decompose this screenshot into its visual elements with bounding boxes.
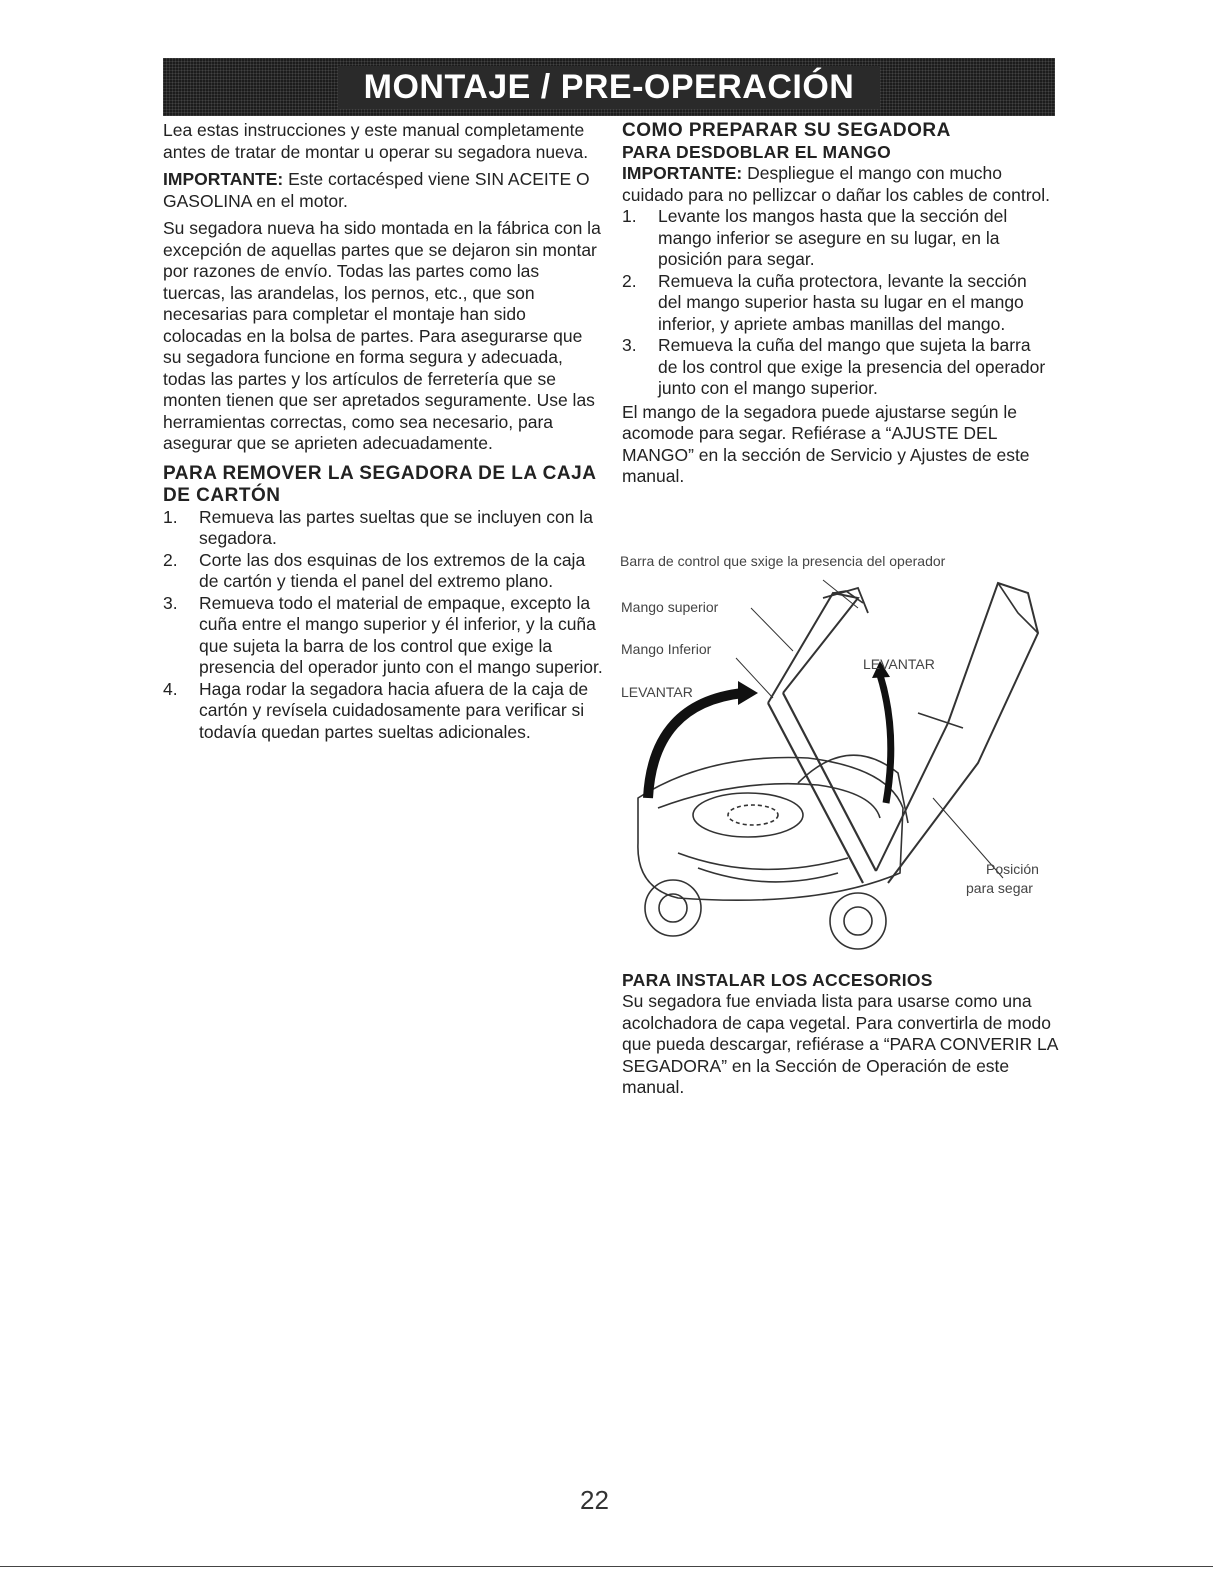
- label-upper-handle: Mango superior: [621, 599, 719, 615]
- install-accessories-section: [622, 970, 1062, 1105]
- adjust-handle-note: El mango de la segadora puede ajustarse según le acomode para segar. Refiérase a “AJUSTE DEL MANGO” en la sección de Servicio y Ajustes de este manual.: [622, 401, 1030, 486]
- important-note: [622, 163, 1054, 206]
- remove-steps-list: [163, 507, 603, 744]
- label-position: Posición: [986, 861, 1039, 877]
- install-accessories-text: Su segadora fue enviada lista para usarse como una acolchadora de capa vegetal. Para convertirla de modo que pueda descargar, refiérase a “PARA CONVERIR LA SEGADORA” en la Sección de Operación de este manual.: [622, 991, 1058, 1097]
- heading-prepare-mower: COMO PREPARAR SU SEGADORA: [622, 120, 951, 141]
- upper-handle: [768, 593, 858, 703]
- list-item: 3. Remueva la cuña del mango que sujeta la barra de los control que exige la presencia del operador junto con el mango superior.: [622, 335, 1046, 398]
- intro-paragraph: Lea estas instrucciones y este manual completamente antes de tratar de montar u operar su segadora nueva.: [163, 120, 589, 162]
- label-lift-left: LEVANTAR: [621, 684, 693, 700]
- list-item: 3. Remueva todo el material de empaque, excepto la cuña entre el mango superior y él inferior, y la cuña que sujeta la barra de los control que exige la presencia del operador junto con el mango superior.: [163, 592, 603, 677]
- label-operator-control-bar: Barra de control que sxige la presencia del operador: [620, 553, 946, 569]
- left-column: [163, 120, 603, 745]
- list-item: 4. Haga rodar la segadora hacia afuera de la caja de cartón y revísela cuidadosamente para verificar si todavía quedan partes sueltas adicionales.: [163, 678, 589, 742]
- important-label: IMPORTANTE:: [622, 163, 743, 183]
- mower-handle-illustration: [618, 553, 1058, 953]
- subheading-unfold-handle: PARA DESDOBLAR EL MANGO: [622, 142, 892, 162]
- bottom-rule: [0, 1566, 1213, 1567]
- heading-remove-from-carton: PARA REMOVER LA SEGADORA DE LA CAJA DE CARTÓN: [163, 462, 596, 506]
- page-number: 22: [580, 1485, 609, 1515]
- assembly-paragraph: Su segadora nueva ha sido montada en la fábrica con la excepción de aquellas partes que se dejaron sin montar por razones de envío. Todas las partes como las tuercas, las arandelas, los pernos, etc., que son necesarias para completar el montaje han sido colocadas en la bolsa de partes. Para asegurarse que su segadora funcione en forma segura y adecuada, todas las partes y los artículos de ferretería que se monten tienen que ser apretados seguramente. Use las herramientas correctas, como sea necesario, para asegurar que se aprieten adecuadamente.: [163, 218, 601, 453]
- label-position-mowing: para segar: [966, 880, 1033, 896]
- label-lift-right: LEVANTAR: [863, 656, 935, 672]
- right-column: [622, 120, 1054, 494]
- section-banner: [163, 58, 1055, 116]
- important-text: Despliegue el mango con mucho cuidado para no pellizcar o dañar los cables de control.: [622, 163, 1051, 205]
- page-title: MONTAJE / PRE-OPERACIÓN: [338, 66, 881, 109]
- mower-deck: [638, 758, 903, 901]
- front-right-wheel: [830, 893, 886, 949]
- list-item: 1. Levante los mangos hasta que la sección del mango inferior se asegure en su lugar, en la posición para segar.: [622, 206, 1008, 269]
- important-label: IMPORTANTE:: [163, 169, 284, 189]
- unfold-steps-list: [622, 206, 1054, 400]
- label-lower-handle: Mango Inferior: [621, 641, 712, 657]
- list-item: 2. Corte las dos esquinas de los extremos de la caja de cartón y tienda el panel del extremo plano.: [163, 549, 586, 591]
- operator-control-bar: [823, 588, 868, 613]
- lift-arrow-left: [648, 693, 743, 798]
- lift-arrow-right: [880, 675, 891, 803]
- list-item: 1. Remueva las partes sueltas que se incluyen con la segadora.: [163, 506, 593, 548]
- engine-shroud: [693, 793, 803, 837]
- important-text: Este cortacésped viene SIN ACEITE O GASOLINA en el motor.: [163, 169, 590, 211]
- important-note: [163, 169, 603, 212]
- lower-handle: [768, 703, 863, 883]
- heading-install-accessories: PARA INSTALAR LOS ACCESORIOS: [622, 970, 933, 990]
- list-item: 2. Remueva la cuña protectora, levante la sección del mango superior hasta su lugar en el mango inferior, y apriete ambas manillas del mango.: [622, 270, 1027, 334]
- front-left-wheel: [645, 880, 701, 936]
- raised-handle: [876, 583, 1038, 883]
